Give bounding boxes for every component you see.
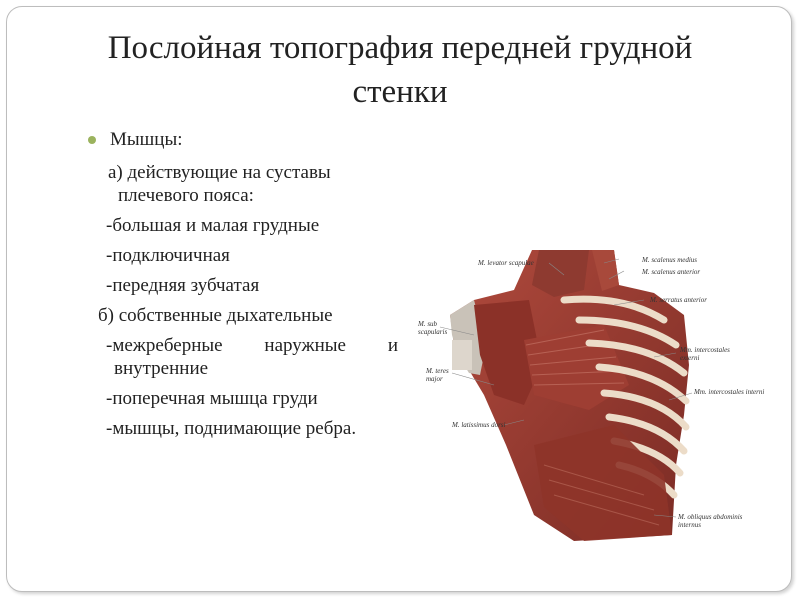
figure-label: Mm. intercostales interni bbox=[694, 388, 765, 396]
list-item: -поперечная мышца груди bbox=[106, 388, 318, 409]
figure-label: Mm. intercostales externi bbox=[680, 346, 730, 362]
figure-label: M. scalenus medius bbox=[642, 256, 698, 264]
bullet-muscles: Мышцы: bbox=[110, 129, 183, 150]
list-item: -межреберные наружные и внутренние bbox=[106, 335, 398, 379]
figure-label: M. levator scapulae bbox=[478, 259, 534, 267]
list-item: -подключичная bbox=[106, 245, 230, 266]
figure-label: M. obliquus abdominis internus bbox=[678, 513, 743, 529]
list-item: б) собственные дыхательные bbox=[98, 305, 333, 326]
slide-title: Послойная топография передней грудной стенки bbox=[107, 30, 693, 110]
figure-label: M. sub scapularis bbox=[418, 320, 448, 336]
anatomy-figure bbox=[414, 245, 786, 545]
figure-label: M. teres major bbox=[426, 367, 449, 383]
content-text bbox=[88, 128, 398, 440]
list-item: а) действующие на суставы плечевого пояса: bbox=[108, 162, 331, 206]
figure-label: M. serratus anterior bbox=[650, 296, 707, 304]
bullet-row bbox=[88, 128, 398, 154]
bullet-dot-icon bbox=[88, 136, 96, 144]
list-item: -большая и малая грудные bbox=[106, 215, 320, 236]
figure-label: M. latissimus dorsi bbox=[452, 421, 506, 429]
figure-label: M. scalenus anterior bbox=[642, 268, 701, 276]
list-item: -передняя зубчатая bbox=[106, 275, 260, 296]
list-item: -мышцы, поднимающие ребра. bbox=[106, 418, 357, 439]
